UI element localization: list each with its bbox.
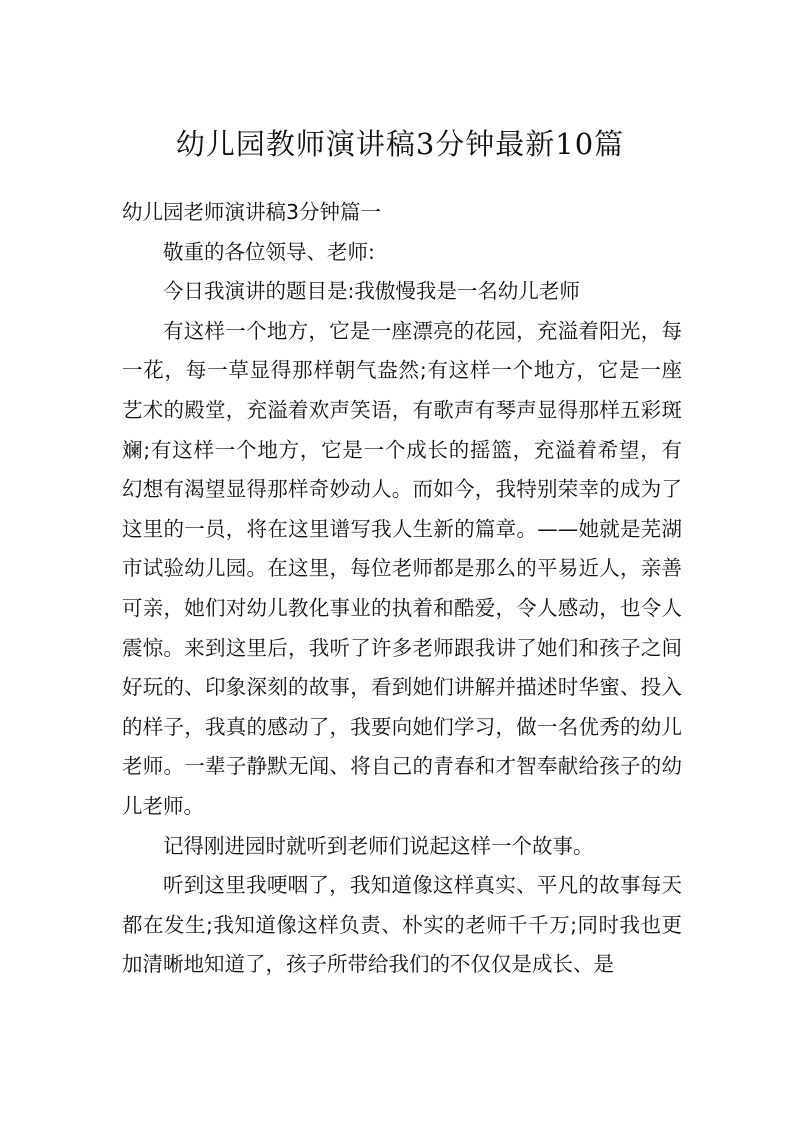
- body-paragraph: 记得刚进园时就听到老师们说起这样一个故事。: [163, 833, 594, 858]
- section-heading: 幼儿园老师演讲稿3分钟篇一: [122, 200, 382, 224]
- body-paragraph: 有这样一个地方，它是一座漂亮的花园，充溢着阳光，每一花，每一草显得那样朝气盎然;有这样一个地方，它是一座艺术的殿堂，充溢着欢声笑语，有歌声有琴声显得那样五彩斑斓;有这样一个地方，它是一个成长的摇篮，充溢着希望，有幻想有渴望显得那样奇妙动人。而如今，我特别荣幸的成为了这里的一员，将在这里谱写我人生新的篇章。——她就是芜湖市试验幼儿园。在这里，每位老师都是那么的平易近人，亲善可亲，她们对幼儿教化事业的执着和酷爱，令人感动，也令人震惊。来到这里后，我听了许多老师跟我讲了她们和孩子之间好玩的、印象深刻的故事，看到她们讲解并描述时华蜜、投入的样子，我真的感动了，我要向她们学习，做一名优秀的幼儿老师。一辈子静默无闻、将自己的青春和才智奉献给孩子的幼儿老师。: [122, 318, 682, 818]
- body-paragraph: 今日我演讲的题目是:我傲慢我是一名幼儿老师: [163, 279, 580, 304]
- document-body: [122, 193, 682, 985]
- body-paragraph: 听到这里我哽咽了，我知道像这样真实、平凡的故事每天都在发生;我知道像这样负责、朴实的老师千千万;同时我也更加清晰地知道了，孩子所带给我们的不仅仅是成长、是: [122, 873, 682, 977]
- document-title: 幼儿园教师演讲稿3分钟最新10篇: [175, 127, 625, 161]
- body-paragraph: 敬重的各位领导、老师:: [163, 239, 375, 264]
